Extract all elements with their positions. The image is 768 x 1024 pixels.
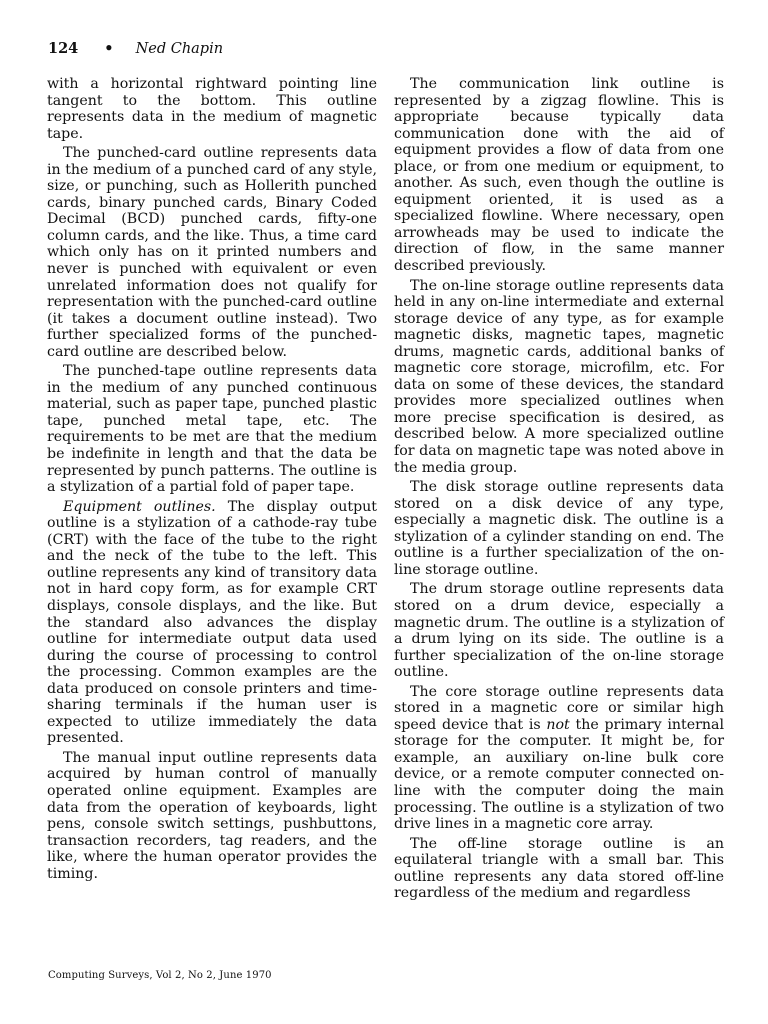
section-heading-equipment-outlines: Equipment outlines. bbox=[63, 498, 216, 515]
paragraph-disk-storage: The disk storage outline represents data stored on a disk device of any type, especially a magnetic disk. The outline is a stylization of a cylinder standing on end. The outline is a further specialization of the on-line storage outline. bbox=[394, 479, 724, 578]
paragraph-drum-storage: The drum storage outline represents data stored on a drum device, especially a magnetic drum. The outline is a stylization of a drum lying on its side. The outline is a further specialization of the on-line storage outline. bbox=[394, 581, 724, 681]
page-number: 124 bbox=[48, 40, 79, 57]
paragraph-communication-link: The communication link outline is represented by a zigzag flowline. This is appropriate because typically data communication done with the aid of equipment provides a flow of data from one place, or from one medium or equipment, to another. As such, even though the outline is equipment oriented, it is used as a specialized flowline. Where necessary, open arrowheads may be used to indicate the direction of flow, in the same manner described previously. bbox=[394, 76, 724, 275]
emphasis-not: not bbox=[546, 716, 570, 733]
paragraph-display-output bbox=[47, 499, 377, 747]
paragraph-magnetic-tape-end: with a horizontal rightward pointing line tangent to the bottom. This outline represents data in the medium of magnetic tape. bbox=[47, 76, 377, 142]
left-column bbox=[47, 76, 377, 885]
paragraph-punched-tape: The punched-tape outline represents data in the medium of any punched continuous material, such as paper tape, punched plastic tape, punched metal tape, etc. The requirements to be met are that the medium be indefinite in length and that the data be represented by punch patterns. The outline is a stylization of a partial fold of paper tape. bbox=[47, 363, 377, 496]
paragraph-offline-storage: The off-line storage outline is an equilateral triangle with a small bar. This outline represents any data stored off-line regardless of the medium and regardless bbox=[394, 835, 724, 902]
running-header bbox=[48, 40, 223, 60]
paragraph-online-storage: The on-line storage outline represents data held in any on-line intermediate and external storage device of any type, as for example magnetic disks, magnetic tapes, magnetic drums, magnetic cards, additional banks of magnetic core storage, microfilm, etc. For data on some of these devices, the standard provides more specialized outlines when more precise specification is desired, as described below. A more specialized outline for data on magnetic tape was noted above in the media group. bbox=[394, 277, 724, 476]
right-column bbox=[394, 76, 724, 905]
display-output-text: The display output outline is a stylization of a cathode-ray tube (CRT) with the face of the tube to the right and the neck of the tube to the left. This outline represents any kind of transitory data not in hard copy form, as for example CRT displays, console displays, and the like. But the standard also advances the display outline for intermediate output data used during the course of processing to control the processing. Common examples are the data produced on console printers and time-sharing terminals if the human user is expected to utilize immediately the data presented. bbox=[47, 498, 377, 747]
paragraph-core-storage: The core storage outline represents data stored in a magnetic core or similar high speed device that is not the primary internal storage for the computer. It might be, for example, an auxiliary on-line bulk core device, or a remote computer connected on-line with the computer doing the main processing. The outline is a stylization of two drive lines in a magnetic core array. bbox=[394, 683, 725, 833]
running-author: Ned Chapin bbox=[135, 41, 224, 57]
paragraph-punched-card: The punched-card outline represents data in the medium of a punched card of any style, size, or punching, such as Hollerith punched cards, binary punched cards, Binary Coded Decimal (BCD) punched cards, fifty-one column cards, and the like. Thus, a time card which only has on it printed numbers and never is punched with equivalent or even unrelated information does not qualify for representation with the punched-card outline (it takes a document outline instead). Two further specialized forms of the punched-card outline are described below. bbox=[47, 145, 377, 360]
paragraph-manual-input: The manual input outline represents data acquired by human control of manually operated online equipment. Examples are data from the operation of keyboards, light pens, console switch settings, pushbuttons, transaction recorders, tag readers, and the like, where the human operator provides the timing. bbox=[47, 749, 377, 882]
journal-footer: Computing Surveys, Vol 2, No 2, June 1970 bbox=[48, 970, 272, 981]
header-separator: • bbox=[104, 40, 114, 57]
